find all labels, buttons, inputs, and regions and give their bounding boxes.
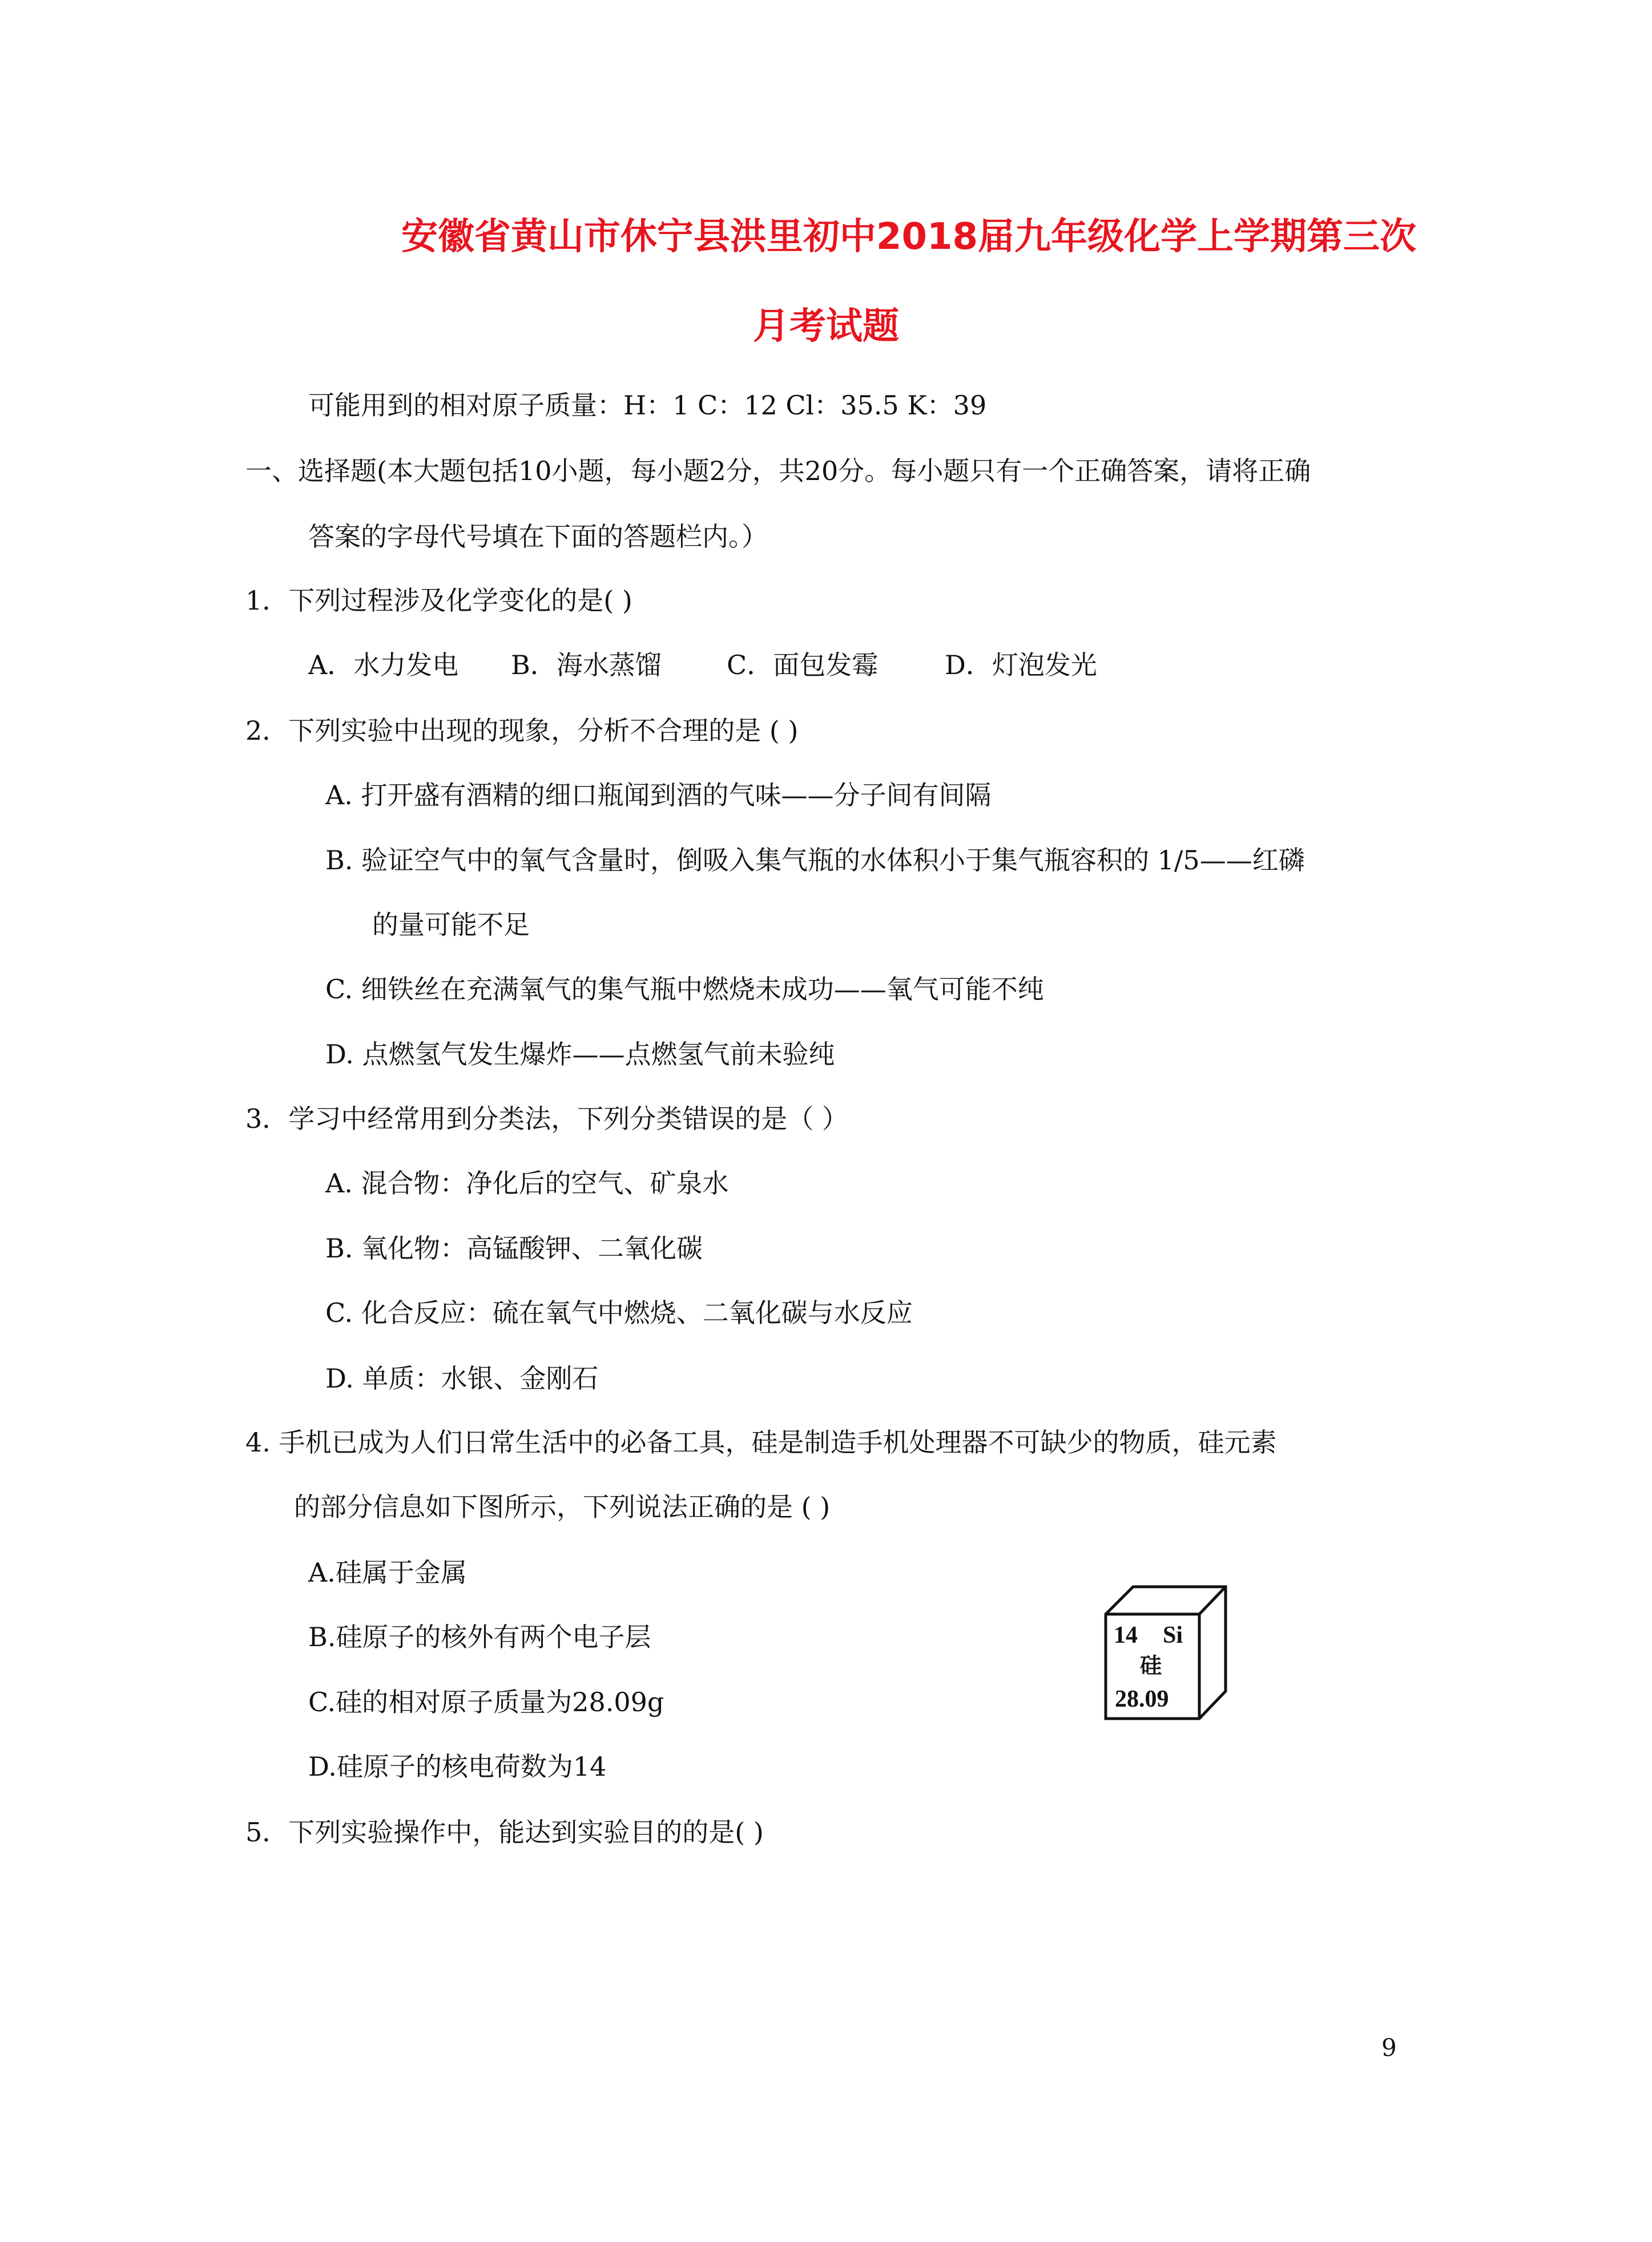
- page-number: 9: [1381, 2034, 1397, 2062]
- element-cube-icon: [1099, 1580, 1239, 1725]
- element-number: 14: [1114, 1622, 1138, 1648]
- q5-stem: 5．下列实验操作中，能达到实验目的的是( ): [245, 1817, 764, 1848]
- q2-option-b-line2: 的量可能不足: [372, 909, 530, 940]
- q1-option-a: A．水力发电: [308, 650, 459, 680]
- q3-option-a: A. 混合物：净化后的空气、矿泉水: [325, 1168, 729, 1199]
- atomic-mass-note: 可能用到的相对原子质量：H：1 C：12 Cl：35.5 K：39: [308, 390, 987, 421]
- page-title-line2: 月考试题: [753, 305, 899, 348]
- element-name: 硅: [1140, 1653, 1162, 1678]
- q4-stem-line1: 4. 手机已成为人们日常生活中的必备工具，硅是制造手机处理器不可缺少的物质，硅元素: [245, 1427, 1277, 1458]
- page-title-line1: 安徽省黄山市休宁县洪里初中2018届九年级化学上学期第三次: [401, 216, 1417, 258]
- q3-option-b: B. 氧化物：高锰酸钾、二氧化碳: [325, 1233, 703, 1264]
- q3-option-d: D. 单质：水银、金刚石: [325, 1363, 599, 1394]
- element-symbol: Si: [1163, 1622, 1183, 1648]
- q2-stem: 2．下列实验中出现的现象，分析不合理的是 ( ): [245, 715, 799, 746]
- section1-heading-line2: 答案的字母代号填在下面的答题栏内。）: [308, 521, 768, 552]
- q2-option-d: D. 点燃氢气发生爆炸——点燃氢气前未验纯: [325, 1039, 835, 1070]
- q2-option-b-line1: B. 验证空气中的氧气含量时，倒吸入集气瓶的水体积小于集气瓶容积的 1/5——红磷: [325, 845, 1305, 876]
- q3-stem: 3．学习中经常用到分类法，下列分类错误的是（ ）: [245, 1103, 848, 1134]
- q4-option-c: C.硅的相对原子质量为28.09g: [308, 1687, 664, 1717]
- q1-option-c: C．面包发霉: [727, 650, 879, 680]
- silicon-element-card: [1099, 1580, 1239, 1725]
- q4-stem-line2: 的部分信息如下图所示，下列说法正确的是 ( ): [294, 1491, 831, 1522]
- section1-heading-line1: 一、选择题(本大题包括10小题，每小题2分，共20分。每小题只有一个正确答案，请将正确: [245, 455, 1311, 486]
- q1-option-b: B．海水蒸馏: [511, 650, 662, 680]
- q4-option-d: D.硅原子的核电荷数为14: [308, 1751, 607, 1782]
- q2-option-a: A. 打开盛有酒精的细口瓶闻到酒的气味——分子间有间隔: [325, 780, 992, 810]
- q1-option-d: D．灯泡发光: [945, 650, 1097, 680]
- q3-option-c: C. 化合反应：硫在氧气中燃烧、二氧化碳与水反应: [325, 1297, 913, 1328]
- element-mass: 28.09: [1115, 1686, 1169, 1712]
- q2-option-c: C. 细铁丝在充满氧气的集气瓶中燃烧未成功——氧气可能不纯: [325, 974, 1044, 1005]
- q4-option-b: B.硅原子的核外有两个电子层: [308, 1622, 651, 1652]
- q4-option-a: A.硅属于金属: [308, 1557, 467, 1588]
- q1-stem: 1．下列过程涉及化学变化的是( ): [245, 585, 632, 616]
- q1-options: [308, 648, 1222, 682]
